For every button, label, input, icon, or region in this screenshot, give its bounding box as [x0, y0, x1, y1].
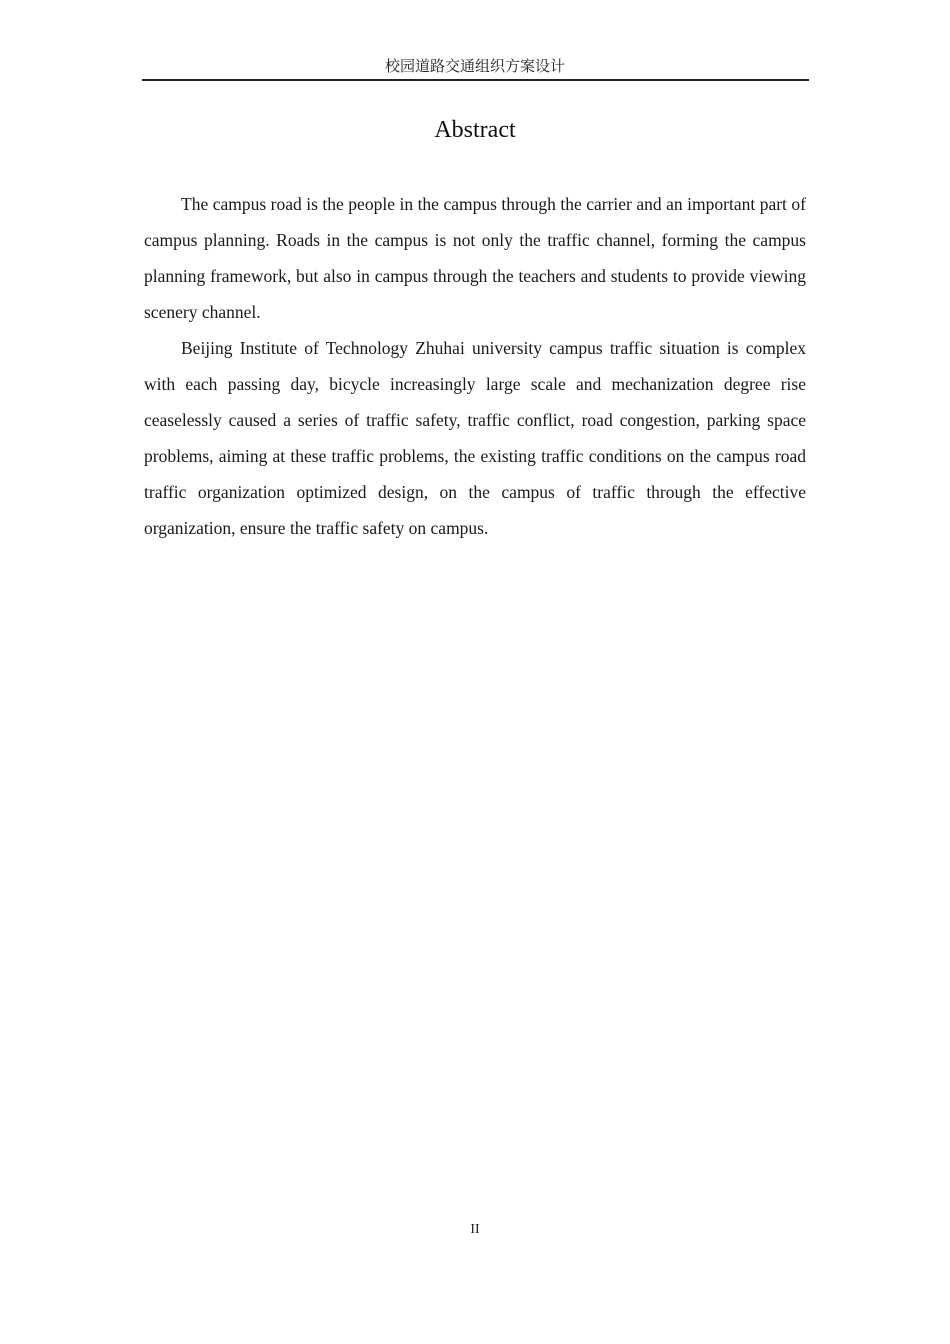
paragraph: The campus road is the people in the campus through the carrier and an important part of campus planning. Roads in the campus is not only the traffic channel, forming the campus planning framework, but also in campus through the teachers and students to provide viewing scenery channel. [144, 194, 806, 322]
paragraph: Beijing Institute of Technology Zhuhai university campus traffic situation is complex with each passing day, bicycle increasingly large scale and mechanization degree rise ceaselessly caused a series of traffic safety, traffic conflict, road congestion, parking space problems, aiming at these traffic problems, the existing traffic conditions on the campus road traffic organization optimized design, on the campus of traffic through the effective organization, ensure the traffic safety on campus. [144, 338, 806, 538]
page-title: Abstract [434, 117, 516, 143]
page-number: II [470, 1222, 480, 1237]
header-rule [142, 79, 809, 81]
abstract-body [144, 186, 806, 546]
running-header: 校园道路交通组织方案设计 [384, 59, 565, 75]
